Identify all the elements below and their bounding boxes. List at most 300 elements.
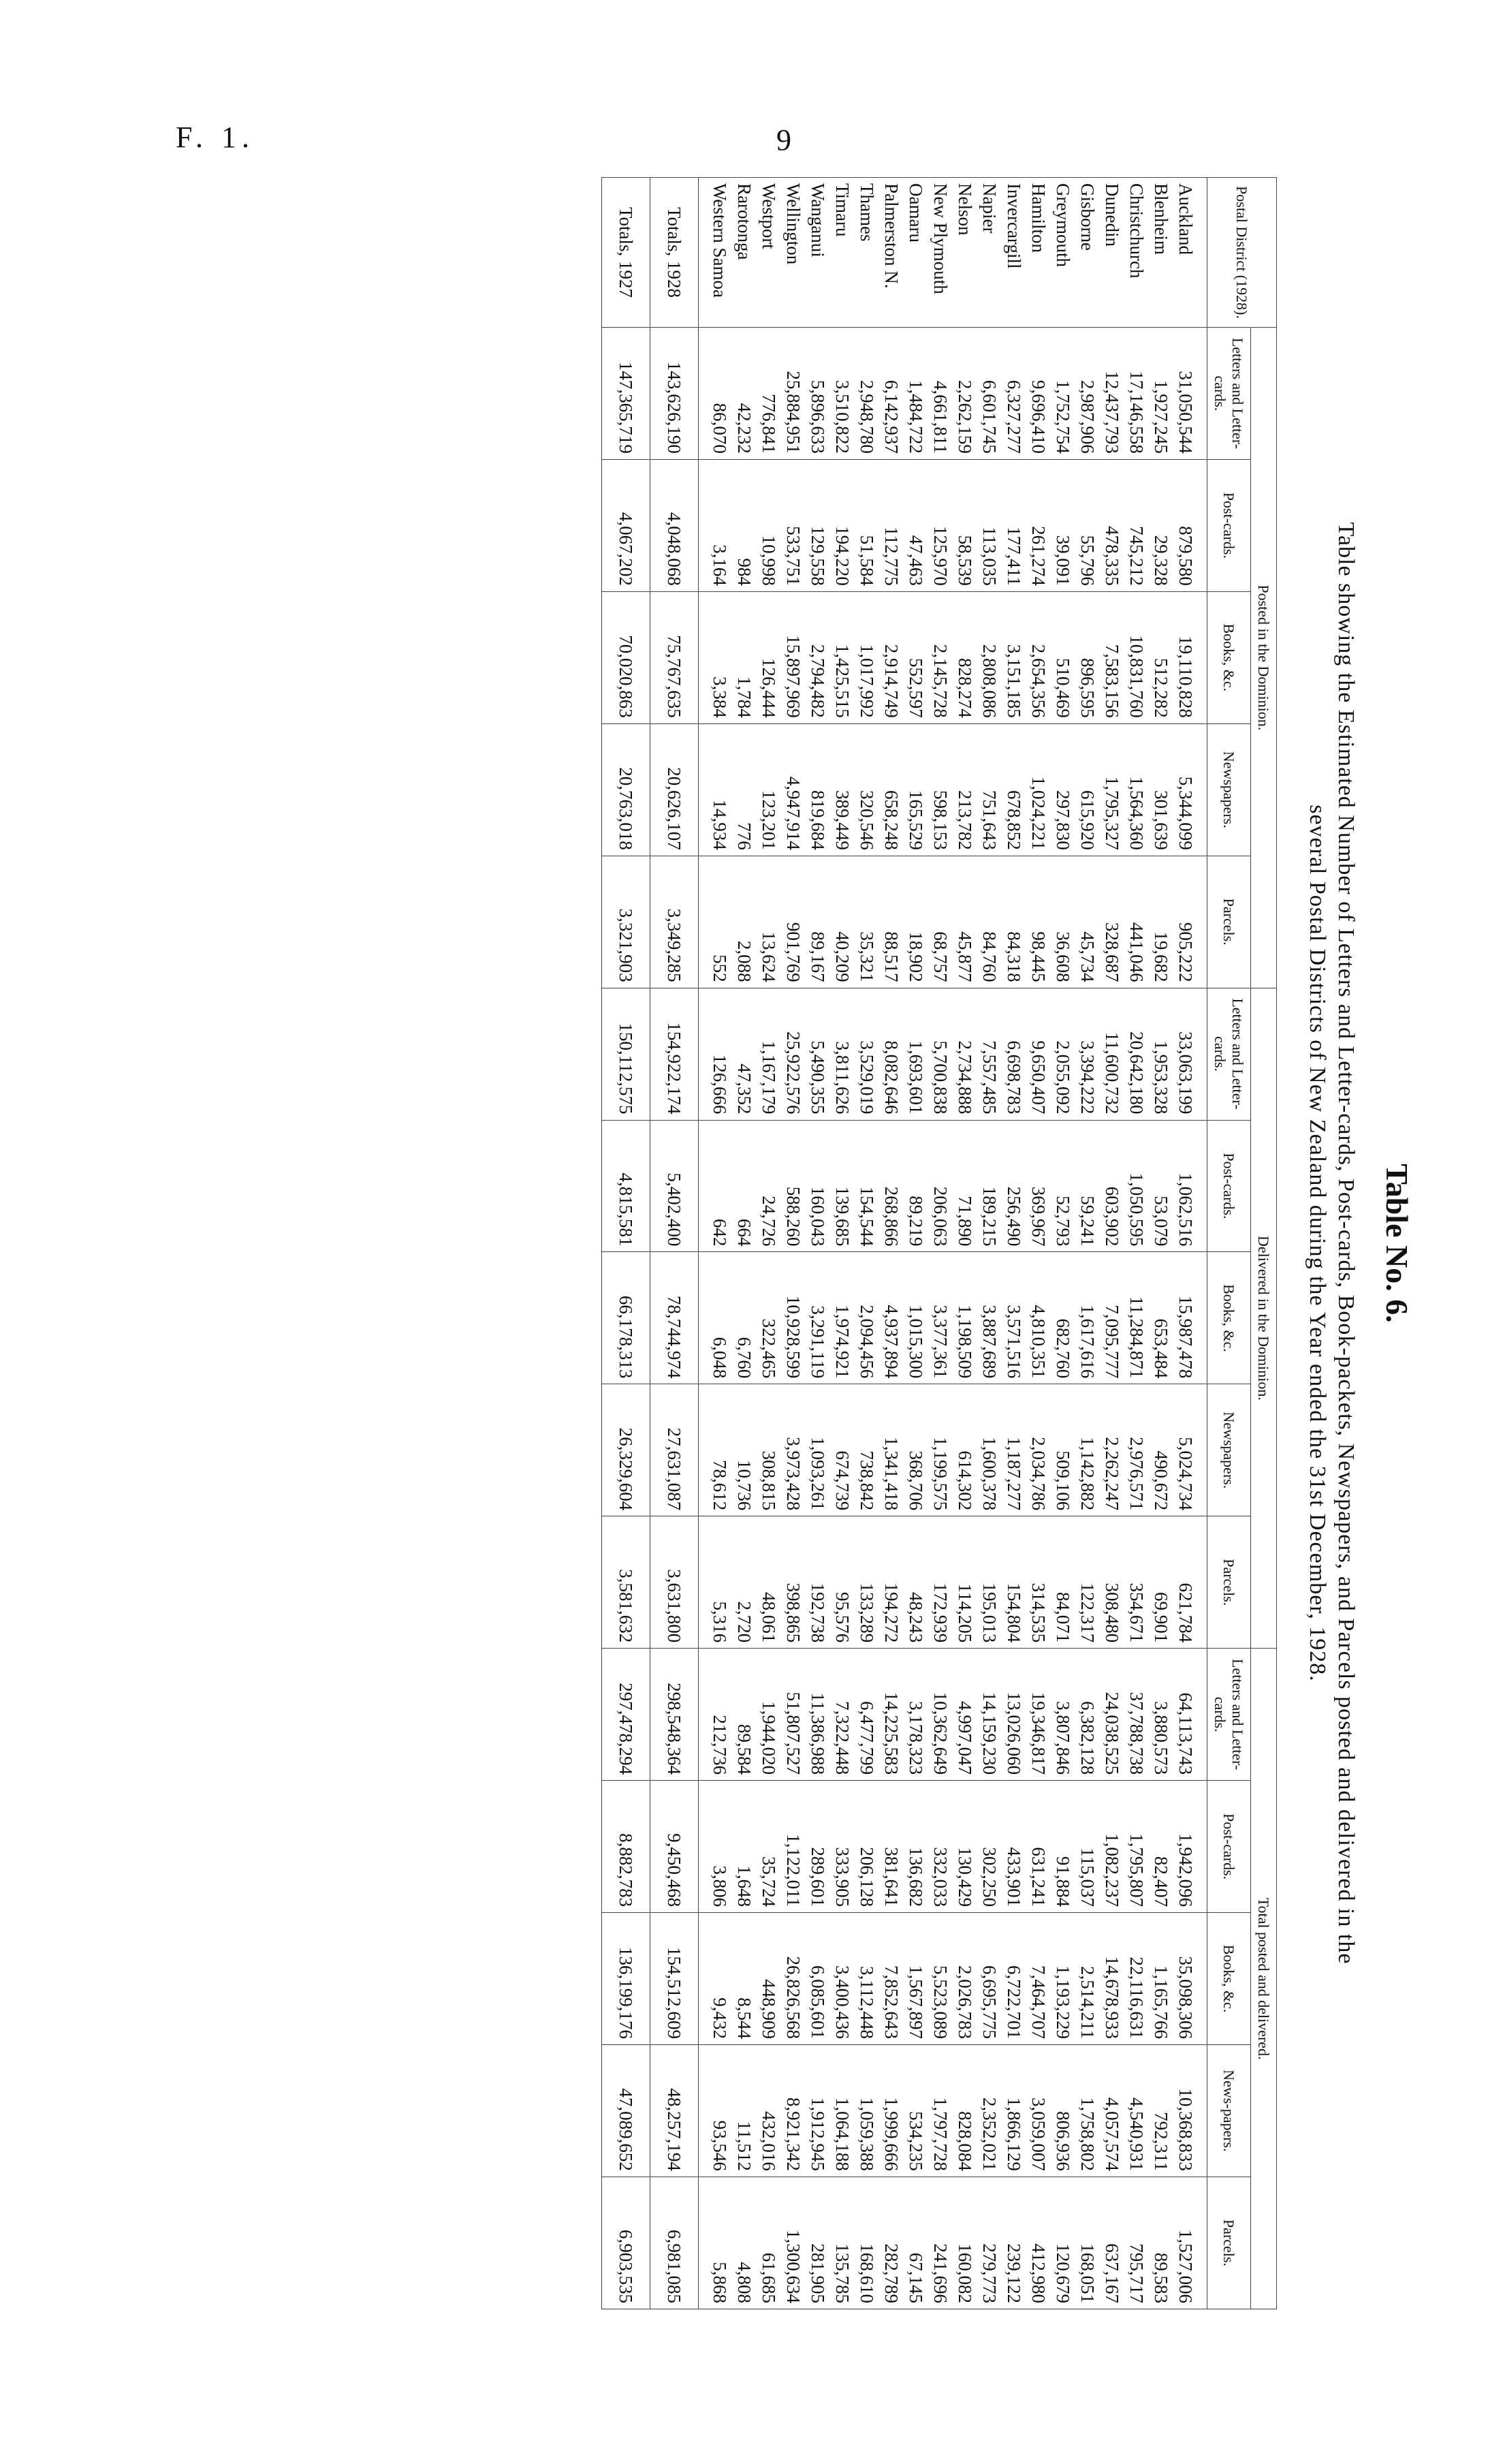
sub-column-header: Letters and Letter-cards. bbox=[1207, 1649, 1251, 1781]
totals-cell: 20,763,018 bbox=[602, 723, 650, 856]
table-row bbox=[1149, 178, 1173, 2309]
table-cell: 322,465 bbox=[757, 1252, 781, 1384]
rotated-table-page bbox=[129, 177, 1423, 2309]
table-cell: 9,432 bbox=[699, 1913, 733, 2045]
table-row bbox=[781, 178, 806, 2309]
table-cell: 2,976,571 bbox=[1124, 1384, 1149, 1516]
table-cell: 241,696 bbox=[928, 2177, 953, 2309]
table-cell: 130,429 bbox=[953, 1781, 977, 1913]
table-cell: 7,583,156 bbox=[1100, 591, 1124, 723]
table-cell: 7,557,485 bbox=[977, 988, 1002, 1120]
table-row bbox=[1026, 178, 1051, 2309]
table-cell: 3,529,019 bbox=[855, 988, 879, 1120]
table-cell: 17,146,558 bbox=[1124, 328, 1149, 460]
table-cell: 194,272 bbox=[879, 1516, 904, 1649]
table-cell: 1,600,378 bbox=[977, 1384, 1002, 1516]
table-cell: 3,807,846 bbox=[1051, 1649, 1075, 1781]
table-cell: 297,830 bbox=[1051, 723, 1075, 856]
table-row bbox=[1173, 178, 1207, 2309]
table-cell: 642 bbox=[699, 1120, 733, 1252]
table-header bbox=[1207, 178, 1277, 2309]
table-cell: 40,209 bbox=[830, 856, 855, 988]
district-name: Rarotonga bbox=[732, 178, 757, 328]
sub-column-header: Post-cards. bbox=[1207, 1781, 1251, 1913]
table-cell: 4,808 bbox=[732, 2177, 757, 2309]
table-cell: 389,449 bbox=[830, 723, 855, 856]
totals-cell: 6,903,535 bbox=[602, 2177, 650, 2309]
table-cell: 4,540,931 bbox=[1124, 2044, 1149, 2177]
table-cell: 67,145 bbox=[904, 2177, 928, 2309]
table-cell: 1,484,722 bbox=[904, 328, 928, 460]
totals-row bbox=[602, 178, 650, 2309]
table-cell: 412,980 bbox=[1026, 2177, 1051, 2309]
table-cell: 61,685 bbox=[757, 2177, 781, 2309]
table-cell: 328,687 bbox=[1100, 856, 1124, 988]
table-cell: 512,282 bbox=[1149, 591, 1173, 723]
table-cell: 125,970 bbox=[928, 459, 953, 591]
table-cell: 905,222 bbox=[1173, 856, 1207, 988]
table-cell: 1,693,601 bbox=[904, 988, 928, 1120]
sub-column-header: Books, &c. bbox=[1207, 591, 1251, 723]
table-cell: 78,612 bbox=[699, 1384, 733, 1516]
table-cell: 2,720 bbox=[732, 1516, 757, 1649]
table-cell: 206,063 bbox=[928, 1120, 953, 1252]
table-cell: 1,198,509 bbox=[953, 1252, 977, 1384]
table-cell: 1,527,006 bbox=[1173, 2177, 1207, 2309]
table-cell: 69,901 bbox=[1149, 1516, 1173, 1649]
table-cell: 160,043 bbox=[806, 1120, 830, 1252]
table-row bbox=[806, 178, 830, 2309]
table-cell: 22,116,631 bbox=[1124, 1913, 1149, 2045]
table-cell: 172,939 bbox=[928, 1516, 953, 1649]
table-cell: 1,927,245 bbox=[1149, 328, 1173, 460]
group-header-delivered: Delivered in the Dominion. bbox=[1250, 988, 1276, 1649]
totals-cell: 27,631,087 bbox=[650, 1384, 699, 1516]
district-name: Greymouth bbox=[1051, 178, 1075, 328]
table-cell: 1,059,388 bbox=[855, 2044, 879, 2177]
table-cell: 68,757 bbox=[928, 856, 953, 988]
table-cell: 59,241 bbox=[1075, 1120, 1100, 1252]
table-cell: 89,584 bbox=[732, 1649, 757, 1781]
table-cell: 3,400,436 bbox=[830, 1913, 855, 2045]
sub-column-header: Letters and Letter-cards. bbox=[1207, 328, 1251, 460]
table-cell: 136,682 bbox=[904, 1781, 928, 1913]
table-cell: 381,641 bbox=[879, 1781, 904, 1913]
table-cell: 3,394,222 bbox=[1075, 988, 1100, 1120]
table-cell: 1,341,418 bbox=[879, 1384, 904, 1516]
table-cell: 268,866 bbox=[879, 1120, 904, 1252]
sub-column-header: Post-cards. bbox=[1207, 459, 1251, 591]
totals-cell: 5,402,400 bbox=[650, 1120, 699, 1252]
table-cell: 819,684 bbox=[806, 723, 830, 856]
group-header-posted: Posted in the Dominion. bbox=[1250, 328, 1276, 988]
totals-cell: 6,981,085 bbox=[650, 2177, 699, 2309]
table-cell: 1,062,516 bbox=[1173, 1120, 1207, 1252]
sub-column-header: News-papers. bbox=[1207, 2044, 1251, 2177]
table-cell: 776,841 bbox=[757, 328, 781, 460]
table-cell: 1,300,634 bbox=[781, 2177, 806, 2309]
table-cell: 1,999,666 bbox=[879, 2044, 904, 2177]
totals-label: Totals, 1927 bbox=[602, 178, 650, 328]
table-cell: 84,318 bbox=[1002, 856, 1026, 988]
table-cell: 88,517 bbox=[879, 856, 904, 988]
district-name: Oamaru bbox=[904, 178, 928, 328]
table-cell: 14,159,230 bbox=[977, 1649, 1002, 1781]
totals-cell: 143,626,190 bbox=[650, 328, 699, 460]
sub-column-header: Books, &c. bbox=[1207, 1252, 1251, 1384]
table-cell: 11,284,871 bbox=[1124, 1252, 1149, 1384]
table-cell: 168,610 bbox=[855, 2177, 879, 2309]
table-cell: 984 bbox=[732, 459, 757, 591]
table-cell: 91,884 bbox=[1051, 1781, 1075, 1913]
table-cell: 478,335 bbox=[1100, 459, 1124, 591]
table-cell: 302,250 bbox=[977, 1781, 1002, 1913]
table-cell: 8,921,342 bbox=[781, 2044, 806, 2177]
table-cell: 19,110,828 bbox=[1173, 591, 1207, 723]
table-cell: 35,098,306 bbox=[1173, 1913, 1207, 2045]
table-cell: 10,831,760 bbox=[1124, 591, 1149, 723]
table-cell: 2,088 bbox=[732, 856, 757, 988]
table-cell: 621,784 bbox=[1173, 1516, 1207, 1649]
table-cell: 631,241 bbox=[1026, 1781, 1051, 1913]
sub-column-header: Newspapers. bbox=[1207, 723, 1251, 856]
table-cell: 120,679 bbox=[1051, 2177, 1075, 2309]
table-cell: 6,695,775 bbox=[977, 1913, 1002, 2045]
table-cell: 3,164 bbox=[699, 459, 733, 591]
district-name: Nelson bbox=[953, 178, 977, 328]
table-cell: 6,760 bbox=[732, 1252, 757, 1384]
table-number: Table No. 6. bbox=[1380, 1164, 1414, 1323]
table-cell: 9,650,407 bbox=[1026, 988, 1051, 1120]
table-cell: 10,368,833 bbox=[1173, 2044, 1207, 2177]
table-cell: 682,760 bbox=[1051, 1252, 1075, 1384]
district-name: Gisborne bbox=[1075, 178, 1100, 328]
table-cell: 3,887,689 bbox=[977, 1252, 1002, 1384]
table-cell: 7,852,643 bbox=[879, 1913, 904, 2045]
table-cell: 1,425,515 bbox=[830, 591, 855, 723]
table-cell: 194,220 bbox=[830, 459, 855, 591]
table-cell: 368,706 bbox=[904, 1384, 928, 1516]
table-cell: 674,739 bbox=[830, 1384, 855, 1516]
table-cell: 678,852 bbox=[1002, 723, 1026, 856]
table-cell: 828,084 bbox=[953, 2044, 977, 2177]
table-cell: 139,685 bbox=[830, 1120, 855, 1252]
totals-cell: 8,882,783 bbox=[602, 1781, 650, 1913]
totals-cell: 154,922,174 bbox=[650, 988, 699, 1120]
table-cell: 3,384 bbox=[699, 591, 733, 723]
table-cell: 114,205 bbox=[953, 1516, 977, 1649]
table-cell: 2,654,356 bbox=[1026, 591, 1051, 723]
sub-column-header: Parcels. bbox=[1207, 856, 1251, 988]
district-name: Western Samoa bbox=[699, 178, 733, 328]
table-cell: 1,024,221 bbox=[1026, 723, 1051, 856]
table-cell: 112,775 bbox=[879, 459, 904, 591]
table-row bbox=[879, 178, 904, 2309]
table-cell: 45,734 bbox=[1075, 856, 1100, 988]
table-cell: 2,262,247 bbox=[1100, 1384, 1124, 1516]
district-name: Palmerston N. bbox=[879, 178, 904, 328]
table-cell: 19,346,817 bbox=[1026, 1649, 1051, 1781]
table-row bbox=[757, 178, 781, 2309]
totals-cell: 297,478,294 bbox=[602, 1649, 650, 1781]
table-cell: 51,807,527 bbox=[781, 1649, 806, 1781]
table-cell: 206,128 bbox=[855, 1781, 879, 1913]
table-cell: 18,902 bbox=[904, 856, 928, 988]
table-cell: 42,232 bbox=[732, 328, 757, 460]
table-cell: 84,760 bbox=[977, 856, 1002, 988]
table-cell: 1,193,229 bbox=[1051, 1913, 1075, 2045]
totals-label: Totals, 1928 bbox=[650, 178, 699, 328]
table-cell: 1,142,882 bbox=[1075, 1384, 1100, 1516]
totals-cell: 20,626,107 bbox=[650, 723, 699, 856]
table-row bbox=[953, 178, 977, 2309]
district-name: Wanganui bbox=[806, 178, 830, 328]
group-header-total: Total posted and delivered. bbox=[1250, 1649, 1276, 2309]
table-cell: 123,201 bbox=[757, 723, 781, 856]
table-cell: 24,726 bbox=[757, 1120, 781, 1252]
table-cell: 4,057,574 bbox=[1100, 2044, 1124, 2177]
table-cell: 6,698,783 bbox=[1002, 988, 1026, 1120]
table-cell: 45,877 bbox=[953, 856, 977, 988]
table-cell: 58,539 bbox=[953, 459, 977, 591]
table-cell: 552 bbox=[699, 856, 733, 988]
table-cell: 7,322,448 bbox=[830, 1649, 855, 1781]
sub-column-header: Books, &c. bbox=[1207, 1913, 1251, 2045]
table-cell: 14,678,933 bbox=[1100, 1913, 1124, 2045]
table-row bbox=[1100, 178, 1124, 2309]
table-cell: 795,717 bbox=[1124, 2177, 1149, 2309]
table-cell: 588,260 bbox=[781, 1120, 806, 1252]
table-cell: 901,769 bbox=[781, 856, 806, 988]
table-cell: 614,302 bbox=[953, 1384, 977, 1516]
table-cell: 13,026,060 bbox=[1002, 1649, 1026, 1781]
table-cell: 4,810,351 bbox=[1026, 1252, 1051, 1384]
table-cell: 369,967 bbox=[1026, 1120, 1051, 1252]
table-cell: 3,806 bbox=[699, 1781, 733, 1913]
table-cell: 281,905 bbox=[806, 2177, 830, 2309]
sub-column-header: Post-cards. bbox=[1207, 1120, 1251, 1252]
table-cell: 1,187,277 bbox=[1002, 1384, 1026, 1516]
table-cell: 165,529 bbox=[904, 723, 928, 856]
table-cell: 89,583 bbox=[1149, 2177, 1173, 2309]
district-name: Dunedin bbox=[1100, 178, 1124, 328]
table-cell: 4,661,811 bbox=[928, 328, 953, 460]
table-cell: 792,311 bbox=[1149, 2044, 1173, 2177]
table-cell: 2,145,728 bbox=[928, 591, 953, 723]
table-cell: 806,936 bbox=[1051, 2044, 1075, 2177]
table-cell: 3,151,185 bbox=[1002, 591, 1026, 723]
table-row bbox=[904, 178, 928, 2309]
table-cell: 6,327,277 bbox=[1002, 328, 1026, 460]
table-cell: 534,235 bbox=[904, 2044, 928, 2177]
table-cell: 6,085,601 bbox=[806, 1913, 830, 2045]
table-cell: 212,736 bbox=[699, 1649, 733, 1781]
sub-column-header: Letters and Letter-cards. bbox=[1207, 988, 1251, 1120]
table-cell: 2,948,780 bbox=[855, 328, 879, 460]
table-cell: 5,344,099 bbox=[1173, 723, 1207, 856]
table-cell: 4,937,894 bbox=[879, 1252, 904, 1384]
table-cell: 282,789 bbox=[879, 2177, 904, 2309]
totals-cell: 9,450,468 bbox=[650, 1781, 699, 1913]
totals-cell: 47,089,652 bbox=[602, 2044, 650, 2177]
totals-cell: 78,744,974 bbox=[650, 1252, 699, 1384]
table-cell: 37,788,738 bbox=[1124, 1649, 1149, 1781]
table-cell: 12,437,793 bbox=[1100, 328, 1124, 460]
totals-cell: 3,349,285 bbox=[650, 856, 699, 988]
table-cell: 29,328 bbox=[1149, 459, 1173, 591]
table-cell: 126,666 bbox=[699, 988, 733, 1120]
table-cell: 1,797,728 bbox=[928, 2044, 953, 2177]
table-cell: 25,884,951 bbox=[781, 328, 806, 460]
table-cell: 11,512 bbox=[732, 2044, 757, 2177]
table-cell: 5,868 bbox=[699, 2177, 733, 2309]
table-cell: 14,934 bbox=[699, 723, 733, 856]
table-cell: 490,672 bbox=[1149, 1384, 1173, 1516]
table-cell: 35,321 bbox=[855, 856, 879, 988]
table-cell: 195,013 bbox=[977, 1516, 1002, 1649]
table-cell: 2,352,021 bbox=[977, 2044, 1002, 2177]
totals-cell: 75,767,635 bbox=[650, 591, 699, 723]
table-cell: 441,046 bbox=[1124, 856, 1149, 988]
table-cell: 1,567,897 bbox=[904, 1913, 928, 2045]
table-cell: 20,642,180 bbox=[1124, 988, 1149, 1120]
table-cell: 1,866,129 bbox=[1002, 2044, 1026, 2177]
table-cell: 19,682 bbox=[1149, 856, 1173, 988]
table-cell: 1,758,802 bbox=[1075, 2044, 1100, 2177]
table-cell: 53,079 bbox=[1149, 1120, 1173, 1252]
table-cell: 1,617,616 bbox=[1075, 1252, 1100, 1384]
table-cell: 14,225,583 bbox=[879, 1649, 904, 1781]
totals-cell: 3,581,632 bbox=[602, 1516, 650, 1649]
table-cell: 47,463 bbox=[904, 459, 928, 591]
totals-cell: 3,321,903 bbox=[602, 856, 650, 988]
table-cell: 2,055,092 bbox=[1051, 988, 1075, 1120]
table-cell: 86,070 bbox=[699, 328, 733, 460]
table-cell: 3,178,323 bbox=[904, 1649, 928, 1781]
table-cell: 95,576 bbox=[830, 1516, 855, 1649]
table-cell: 239,122 bbox=[1002, 2177, 1026, 2309]
table-cell: 261,274 bbox=[1026, 459, 1051, 591]
table-cell: 1,093,261 bbox=[806, 1384, 830, 1516]
table-cell: 1,167,179 bbox=[757, 988, 781, 1120]
table-cell: 9,696,410 bbox=[1026, 328, 1051, 460]
totals-cell: 147,365,719 bbox=[602, 328, 650, 460]
table-cell: 658,248 bbox=[879, 723, 904, 856]
table-cell: 64,113,743 bbox=[1173, 1649, 1207, 1781]
table-cell: 314,535 bbox=[1026, 1516, 1051, 1649]
page-number: 9 bbox=[776, 123, 791, 157]
table-cell: 1,974,921 bbox=[830, 1252, 855, 1384]
table-cell: 36,608 bbox=[1051, 856, 1075, 988]
total-rows bbox=[602, 178, 699, 2309]
totals-cell: 136,199,176 bbox=[602, 1913, 650, 2045]
totals-cell: 70,020,863 bbox=[602, 591, 650, 723]
table-cell: 39,091 bbox=[1051, 459, 1075, 591]
table-cell: 603,902 bbox=[1100, 1120, 1124, 1252]
table-cell: 598,153 bbox=[928, 723, 953, 856]
table-cell: 6,601,745 bbox=[977, 328, 1002, 460]
table-cell: 11,600,732 bbox=[1100, 988, 1124, 1120]
table-cell: 82,407 bbox=[1149, 1781, 1173, 1913]
table-cell: 301,639 bbox=[1149, 723, 1173, 856]
totals-cell: 150,112,575 bbox=[602, 988, 650, 1120]
table-cell: 1,122,011 bbox=[781, 1781, 806, 1913]
table-cell: 10,362,649 bbox=[928, 1649, 953, 1781]
table-cell: 1,050,595 bbox=[1124, 1120, 1149, 1252]
table-cell: 5,523,089 bbox=[928, 1913, 953, 2045]
table-cell: 126,444 bbox=[757, 591, 781, 723]
totals-cell: 48,257,194 bbox=[650, 2044, 699, 2177]
table-cell: 47,352 bbox=[732, 988, 757, 1120]
table-cell: 10,928,599 bbox=[781, 1252, 806, 1384]
district-name: Napier bbox=[977, 178, 1002, 328]
table-cell: 1,064,188 bbox=[830, 2044, 855, 2177]
table-cell: 6,477,799 bbox=[855, 1649, 879, 1781]
sub-column-header: Parcels. bbox=[1207, 2177, 1251, 2309]
table-cell: 1,017,992 bbox=[855, 591, 879, 723]
totals-cell: 3,631,800 bbox=[650, 1516, 699, 1649]
table-cell: 879,580 bbox=[1173, 459, 1207, 591]
district-name: Invercargill bbox=[1002, 178, 1026, 328]
table-row bbox=[830, 178, 855, 2309]
totals-cell: 66,178,313 bbox=[602, 1252, 650, 1384]
table-cell: 2,808,086 bbox=[977, 591, 1002, 723]
table-cell: 2,794,482 bbox=[806, 591, 830, 723]
table-cell: 1,795,807 bbox=[1124, 1781, 1149, 1913]
table-cell: 15,897,969 bbox=[781, 591, 806, 723]
table-cell: 5,316 bbox=[699, 1516, 733, 1649]
table-cell: 7,095,777 bbox=[1100, 1252, 1124, 1384]
district-rows bbox=[699, 178, 1207, 2309]
table-cell: 1,912,945 bbox=[806, 2044, 830, 2177]
table-cell: 113,035 bbox=[977, 459, 1002, 591]
table-cell: 896,595 bbox=[1075, 591, 1100, 723]
table-cell: 3,377,361 bbox=[928, 1252, 953, 1384]
table-cell: 2,514,211 bbox=[1075, 1913, 1100, 2045]
table-cell: 11,386,988 bbox=[806, 1649, 830, 1781]
table-cell: 637,167 bbox=[1100, 2177, 1124, 2309]
table-cell: 2,094,456 bbox=[855, 1252, 879, 1384]
table-cell: 3,880,573 bbox=[1149, 1649, 1173, 1781]
totals-cell: 26,329,604 bbox=[602, 1384, 650, 1516]
table-cell: 1,784 bbox=[732, 591, 757, 723]
table-cell: 84,071 bbox=[1051, 1516, 1075, 1649]
table-cell: 93,546 bbox=[699, 2044, 733, 2177]
table-row bbox=[1075, 178, 1100, 2309]
table-cell: 332,033 bbox=[928, 1781, 953, 1913]
table-cell: 213,782 bbox=[953, 723, 977, 856]
table-cell: 6,382,128 bbox=[1075, 1649, 1100, 1781]
table-cell: 5,700,838 bbox=[928, 988, 953, 1120]
table-cell: 160,082 bbox=[953, 2177, 977, 2309]
table-cell: 3,571,516 bbox=[1002, 1252, 1026, 1384]
table-cell: 192,738 bbox=[806, 1516, 830, 1649]
table-row bbox=[699, 178, 733, 2309]
table-cell: 48,061 bbox=[757, 1516, 781, 1649]
table-cell: 1,752,754 bbox=[1051, 328, 1075, 460]
table-cell: 1,795,327 bbox=[1100, 723, 1124, 856]
table-cell: 533,751 bbox=[781, 459, 806, 591]
totals-row bbox=[650, 178, 699, 2309]
table-cell: 751,643 bbox=[977, 723, 1002, 856]
table-cell: 2,262,159 bbox=[953, 328, 977, 460]
table-cell: 1,015,300 bbox=[904, 1252, 928, 1384]
table-cell: 6,722,701 bbox=[1002, 1913, 1026, 2045]
table-cell: 2,034,786 bbox=[1026, 1384, 1051, 1516]
table-cell: 10,998 bbox=[757, 459, 781, 591]
table-cell: 154,544 bbox=[855, 1120, 879, 1252]
table-cell: 398,865 bbox=[781, 1516, 806, 1649]
